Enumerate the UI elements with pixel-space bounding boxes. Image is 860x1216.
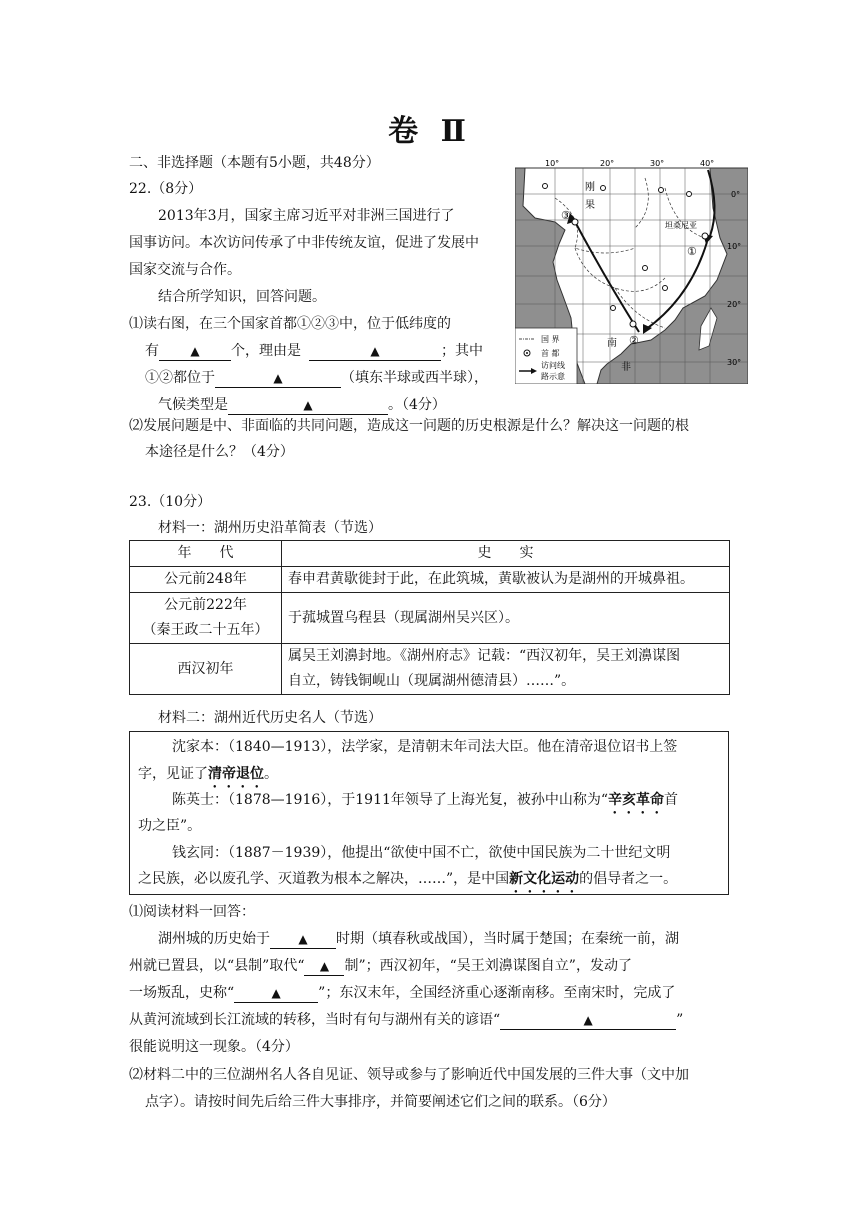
header-fact: 史 实 xyxy=(282,541,730,567)
capital-number: ② xyxy=(629,334,639,347)
country-label: 坦桑尼亚 xyxy=(665,221,697,230)
lon-label: 30° xyxy=(650,159,665,168)
m2-line3: 陈英士：（1878—1916），于1911年领导了上海光复，被孙中山称为“辛亥革命首 xyxy=(172,792,679,808)
q22-part1-line4: 气候类型是 ▲ 。（4分） xyxy=(158,397,446,413)
answer-blank[interactable]: ▲ xyxy=(159,342,231,361)
fact-cell: 于菰城置乌程县（现属湖州吴兴区）。 xyxy=(282,593,730,644)
q22-part1-line3: ①②都位于 ▲ （填东半球或西半球）， xyxy=(145,370,488,386)
material2-title: 材料二：湖州近代历史名人（节选） xyxy=(158,710,382,726)
lat-label: 10° xyxy=(727,242,742,251)
m2-line1: 沈家本：（1840—1913），法学家，是清朝末年司法大臣。他在清帝退位诏书上签 xyxy=(172,739,678,755)
answer-blank[interactable]: ▲ xyxy=(228,396,388,415)
country-label: 非 xyxy=(621,362,631,373)
answer-blank[interactable]: ▲ xyxy=(270,930,336,949)
material2-box xyxy=(129,731,729,895)
lon-label: 40° xyxy=(700,159,715,168)
q22-intro-line3: 国家交流与合作。 xyxy=(129,262,241,278)
section-heading: 二、非选择题（本题有5小题，共48分） xyxy=(129,155,380,171)
table-row xyxy=(130,644,730,695)
era-cell: 公元前222年 （秦王政二十五年） xyxy=(130,593,282,644)
lon-label: 20° xyxy=(600,159,615,168)
q23-part1-line1: 湖州城的历史始于 ▲ 时期（填春秋或战国），当时属于楚国；在秦统一前，湖 xyxy=(158,931,679,947)
paper-title: 卷 Ⅱ xyxy=(388,114,472,149)
era-cell: 公元前248年 xyxy=(130,567,282,593)
m2-line4: 功之臣”。 xyxy=(138,818,202,834)
key-event-new-culture: 新文化运动 xyxy=(509,871,580,887)
era-cell: 西汉初年 xyxy=(130,644,282,695)
answer-blank[interactable]: ▲ xyxy=(304,957,344,976)
fact-cell: 春申君黄歇徙封于此，在此筑城，黄歇被认为是湖州的开城鼻祖。 xyxy=(282,567,730,593)
q23-part1-line4: 从黄河流域到长江流域的转移，当时有句与湖州有关的谚语“ ▲ ” xyxy=(129,1012,684,1028)
q23-number: 23.（10分） xyxy=(129,494,212,510)
legend-capital: 首 都 xyxy=(541,349,560,358)
q22-part1-line1: ⑴读右图，在三个国家首都①②③中，位于低纬度的 xyxy=(129,316,451,332)
capital-number: ③ xyxy=(561,209,571,222)
q22-part1-line2: 有 ▲ 个，理由是 ▲ ；其中 xyxy=(145,343,483,359)
table-row xyxy=(130,593,730,644)
answer-blank[interactable]: ▲ xyxy=(500,1011,676,1030)
q22-number: 22.（8分） xyxy=(129,181,203,197)
lat-label: 20° xyxy=(727,300,742,309)
legend-route-2: 路示意 xyxy=(541,372,565,381)
lat-label: 0° xyxy=(731,190,741,199)
answer-blank[interactable]: ▲ xyxy=(309,342,441,361)
q23-part1-line2: 州就已置县，以“县制”取代“ ▲ 制”；西汉初年，“吴王刘濞谋图自立”，发动了 xyxy=(129,958,632,974)
capital-number: ① xyxy=(687,245,697,258)
country-label: 南 xyxy=(607,338,617,349)
country-label: 果 xyxy=(585,200,595,211)
history-table xyxy=(129,540,730,695)
q23-part2-line1: ⑵材料二中的三位湖州名人各自见证、领导或参与了影响近代中国发展的三件大事（文中加 xyxy=(129,1067,689,1083)
legend-route: 访问线 xyxy=(541,361,565,370)
q22-intro-line1: 2013年3月，国家主席习近平对非洲三国进行了 xyxy=(158,208,455,224)
q22-prompt: 结合所学知识，回答问题。 xyxy=(158,289,326,305)
q23-part1-heading: ⑴阅读材料一回答： xyxy=(129,904,255,920)
q23-part1-line3: 一场叛乱，史称“ ▲ ”；东汉末年，全国经济重心逐渐南移。至南宋时，完成了 xyxy=(129,985,676,1001)
country-label: 刚 xyxy=(585,182,595,193)
material1-title: 材料一：湖州历史沿革简表（节选） xyxy=(158,520,382,536)
m2-line5: 钱玄同：（1887－1939），他提出“欲使中国不亡，欲使中国民族为二十世纪文明 xyxy=(172,845,671,861)
q23-part1-line5: 很能说明这一现象。（4分） xyxy=(129,1039,299,1055)
header-era: 年 代 xyxy=(130,541,282,567)
key-event-qing-abdication: 清帝退位 xyxy=(208,766,264,782)
q23-part2-line2: 点字）。请按时间先后给三件大事排序，并简要阐述它们之间的联系。（6分） xyxy=(145,1094,616,1110)
answer-blank[interactable]: ▲ xyxy=(234,984,318,1003)
map-figure xyxy=(515,158,748,384)
legend-border: 国 界 xyxy=(541,335,560,344)
answer-blank[interactable]: ▲ xyxy=(215,369,341,388)
lon-label: 10° xyxy=(545,159,560,168)
africa-visit-map xyxy=(515,158,748,384)
q22-intro-line2: 国事访问。本次访问传承了中非传统友谊，促进了发展中 xyxy=(129,235,479,251)
table-header-row xyxy=(130,541,730,567)
q22-part2-line1: ⑵发展问题是中、非面临的共同问题，造成这一问题的历史根源是什么？解决这一问题的根 xyxy=(129,418,689,434)
q22-part2-line2: 本途径是什么？（4分） xyxy=(145,444,294,460)
m2-line2: 字，见证了清帝退位。 xyxy=(138,766,278,782)
fact-cell: 属吴王刘濞封地。《湖州府志》记载：“西汉初年，吴王刘濞谋图 自立，铸钱铜岘山（现属湖州德清县）……”。 xyxy=(282,644,730,695)
table-row xyxy=(130,567,730,593)
key-event-xinhai-revolution: 辛亥革命 xyxy=(608,792,665,808)
lat-label: 30° xyxy=(727,358,742,367)
m2-line6: 之民族，必以废孔学、灭道教为根本之解决，……”，是中国新文化运动的倡导者之一。 xyxy=(138,871,678,887)
